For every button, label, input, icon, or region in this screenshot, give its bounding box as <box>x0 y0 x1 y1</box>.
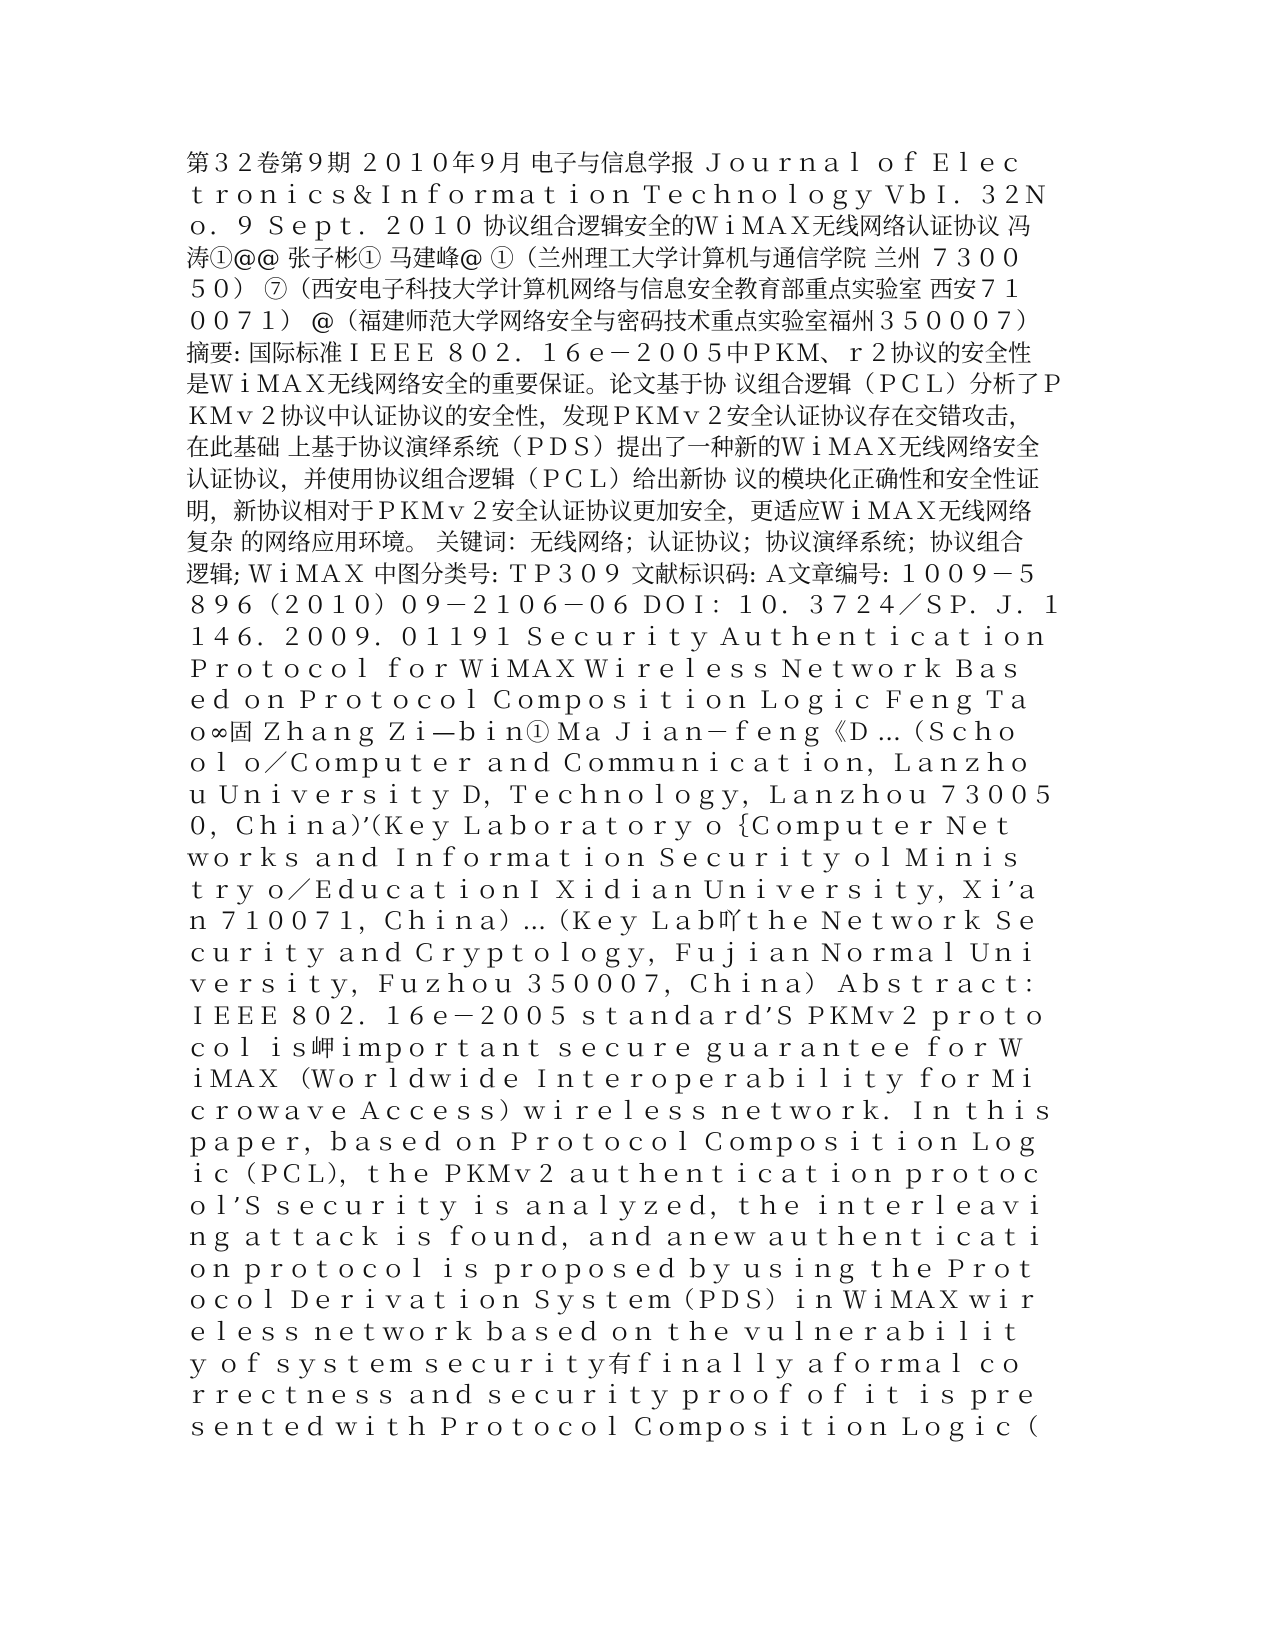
text-line: ００７１） @（福建师范大学网络安全与密码技术重点实验室福州３５０００７） <box>186 306 1040 335</box>
text-line: 复杂 的网络应用环境。 关键词：无线网络；认证协议；协议演绎系统；协议组合 <box>186 528 1024 557</box>
text-line: Ｐｒｏｔｏｃｏｌ ｆｏｒ ＷｉＭＡＸ Ｗｉｒｅｌｅｓｓ Ｎｅｔｗｏｒｋ Ｂａｓ <box>186 654 1023 683</box>
text-line: ｎｇ ａｔｔａｃｋ ｉｓ ｆｏｕｎｄ，ａｎｄ ａｎｅｗ ａｕｔｈｅｎｔｉｃａｔｉ <box>186 1223 1046 1252</box>
text-line: 第３２卷第９期 ２０１０年９月 电子与信息学报 Ｊｏｕｒｎａｌ ｏｆ Ｅｌｅｃ <box>186 149 1023 177</box>
text-line: ｅｌｅｓｓ ｎｅｔｗｏｒｋ ｂａｓｅｄ ｏｎ ｔｈｅ ｖｕｌｎｅｒａｂｉｌｉｔ <box>186 1317 1023 1346</box>
text-line: ｉＭＡＸ （Ｗｏｒｌｄｗｉｄｅ Ｉｎｔｅｒｏｐｅｒａｂｉｌｉｔｙ ｆｏｒ Ｍｉ <box>186 1065 1039 1094</box>
text-line: ０，Ｃｈｉｎａ）’（Ｋｅｙ Ｌａｂｏｒａｔｏｒｙ ｏ｛Ｃｏｍｐｕｔｅｒ Ｎｅｔ <box>186 812 1015 841</box>
text-line: ｃｒｏｗａｖｅ Ａｃｃｅｓｓ）ｗｉｒｅｌｅｓｓ ｎｅｔｗｏｒｋ．Ｉｎ ｔｈｉｓ <box>186 1096 1055 1125</box>
text-line: ｏｎ ｐｒｏｔｏｃｏｌ ｉｓ ｐｒｏｐｏｓｅｄ ｂｙ ｕｓｉｎｇ ｔｈｅ Ｐｒｏｔ <box>186 1254 1038 1283</box>
text-line: ｏｃｏｌ Ｄｅｒｉｖａｔｉｏｎ Ｓｙｓｔｅｍ（ＰＤＳ）ｉｎ ＷｉＭＡＸ ｗｉｒ <box>186 1286 1039 1315</box>
text-line: ｙ ｏｆ ｓｙｓｔｅｍ ｓｅｃｕｒｉｔｙ有ｆｉｎａｌｌｙ ａｆｏｒｍａｌ ｃｏ <box>186 1349 1023 1378</box>
text-line: １４６．２００９．０１１９１ Ｓｅｃｕｒｉｔｙ Ａｕｔｈｅｎｔｉｃａｔｉｏｎ <box>186 622 1047 651</box>
text-line: ｃｏｌ ｉｓ岬ｉｍｐｏｒｔａｎｔ ｓｅｃｕｒｅ ｇｕａｒａｎｔｅｅ ｆｏｒ Ｗ <box>186 1033 1023 1062</box>
text-line: 认证协议，并使用协议组合逻辑（ＰＣＬ）给出新协 议的模块化正确性和安全性证 <box>186 464 1040 493</box>
text-line: ｏ∞固 Ｚｈａｎｇ Ｚｉ—ｂｉｎ① Ｍａ Ｊｉａｎ－ｆｅｎｇ《Ｄ …（Ｓｃｈｏ <box>186 717 1019 746</box>
document-body-text <box>186 148 1106 1443</box>
text-line: ｒｒｅｃｔｎｅｓｓ ａｎｄ ｓｅｃｕｒｉｔｙ ｐｒｏｏｆ ｏｆ ｉｔ ｉｓ ｐｒｅ <box>186 1381 1038 1410</box>
text-line: ｅｄ ｏｎ Ｐｒｏｔｏｃｏｌ Ｃｏｍｐｏｓｉｔｉｏｎ Ｌｏｇｉｃ Ｆｅｎｇ Ｔａ <box>186 686 1030 715</box>
text-line: 摘要: 国际标准ＩＥＥＥ ８０２．１６ｅ－２００５中ＰＫＭ、ｒ２协议的安全性 <box>186 338 1032 367</box>
text-line: ｏ．９ Ｓｅｐｔ．２０１０ 协议组合逻辑安全的ＷｉＭＡＸ无线网络认证协议 冯 <box>186 212 1031 241</box>
text-line: 明，新协议相对于ＰＫＭｖ２安全认证协议更加安全，更适应ＷｉＭＡＸ无线网络 <box>186 496 1032 525</box>
text-line: 涛①@@ 张子彬① 马建峰@ ①（兰州理工大学计算机与通信学院 兰州 ７３００ <box>186 243 1023 272</box>
text-line: ｔｒｙ ｏ／ＥｄｕｃａｔｉｏｎＩ Ｘｉｄｉａｎ Ｕｎｉｖｅｒｓｉｔｙ，Ｘｉ’ａ <box>186 875 1039 904</box>
text-line: ｗｏｒｋｓ ａｎｄ Ｉｎｆｏｒｍａｔｉｏｎ Ｓｅｃｕｒｉｔｙ ｏｌ Ｍｉｎｉｓ <box>186 844 1023 873</box>
text-line: ｕ Ｕｎｉｖｅｒｓｉｔｙ Ｄ，Ｔｅｃｈｎｏｌｏｇｙ，Ｌａｎｚｈｏｕ ７３００５ <box>186 780 1055 809</box>
text-line: ｎ ７１００７１，Ｃｈｉｎａ）…（Ｋｅｙ Ｌａｂ吖ｔｈｅ Ｎｅｔｗｏｒｋ Ｓｅ <box>186 907 1039 936</box>
text-line: ｉｃ（ＰＣＬ），ｔｈｅ ＰＫＭｖ２ ａｕｔｈｅｎｔｉｃａｔｉｏｎ ｐｒｏｔｏｃ <box>186 1160 1043 1188</box>
text-line: ｓｅｎｔｅｄ ｗｉｔｈ Ｐｒｏｔｏｃｏｌ Ｃｏｍｐｏｓｉｔｉｏｎ Ｌｏｇｉｃ（ <box>186 1412 1039 1441</box>
text-line: 在此基础 上基于协议演绎系统（ＰＤＳ）提出了一种新的ＷｉＭＡＸ无线网络安全 <box>186 433 1040 462</box>
text-line: ｃｕｒｉｔｙ ａｎｄ Ｃｒｙｐｔｏｌｏｇｙ，Ｆｕｊｉａｎ Ｎｏｒｍａｌ Ｕｎｉ <box>186 938 1039 967</box>
text-line: 是ＷｉＭＡＸ无线网络安全的重要保证。论文基于协 议组合逻辑（ＰＣＬ）分析了Ｐ <box>186 370 1063 399</box>
text-line: ５０） ⑦（西安电子科技大学计算机网络与信息安全教育部重点实验室 西安７１ <box>186 275 1024 304</box>
text-line: ｏｌ’Ｓ ｓｅｃｕｒｉｔｙ ｉｓ ａｎａｌｙｚｅｄ，ｔｈｅ ｉｎｔｅｒｌｅａｖｉ <box>186 1191 1046 1220</box>
text-line: ｐａｐｅｒ，ｂａｓｅｄ ｏｎ Ｐｒｏｔｏｃｏｌ Ｃｏｍｐｏｓｉｔｉｏｎ Ｌｏｇ <box>186 1128 1039 1157</box>
text-line: ｏｌ ｏ／Ｃｏｍｐｕｔｅｒ ａｎｄ Ｃｏｍｍｕｎｉｃａｔｉｏｎ，Ｌａｎｚｈｏ <box>186 749 1031 778</box>
text-line: 逻辑; ＷｉＭＡＸ 中图分类号: ＴＰ３０９ 文献标识码: Ａ文章编号: １００９－５ <box>186 559 1038 588</box>
text-line: ８９６（２０１０）０９－２１０６－０６ ＤＯＩ：１０．３７２４／ＳＰ．Ｊ．１ <box>186 591 1063 620</box>
text-line: ｖｅｒｓｉｔｙ，Ｆｕｚｈｏｕ ３５０００７，Ｃｈｉｎａ） Ａｂｓｔｒａｃｔ： <box>186 970 1047 999</box>
text-line: ＫＭｖ２协议中认证协议的安全性，发现ＰＫＭｖ２安全认证协议存在交错攻击， <box>186 401 1032 430</box>
text-line: ｔｒｏｎｉｃｓ＆Ｉｎｆｏｒｍａｔｉｏｎ Ｔｅｃｈｎｏｌｏｇｙ ＶｂＩ．３２Ｎ <box>186 180 1047 209</box>
text-line: ＩＥＥＥ ８０２．１６ｅ－２００５ ｓｔａｎｄａｒｄ’Ｓ ＰＫＭｖ２ ｐｒｏｔｏ <box>186 1002 1046 1031</box>
